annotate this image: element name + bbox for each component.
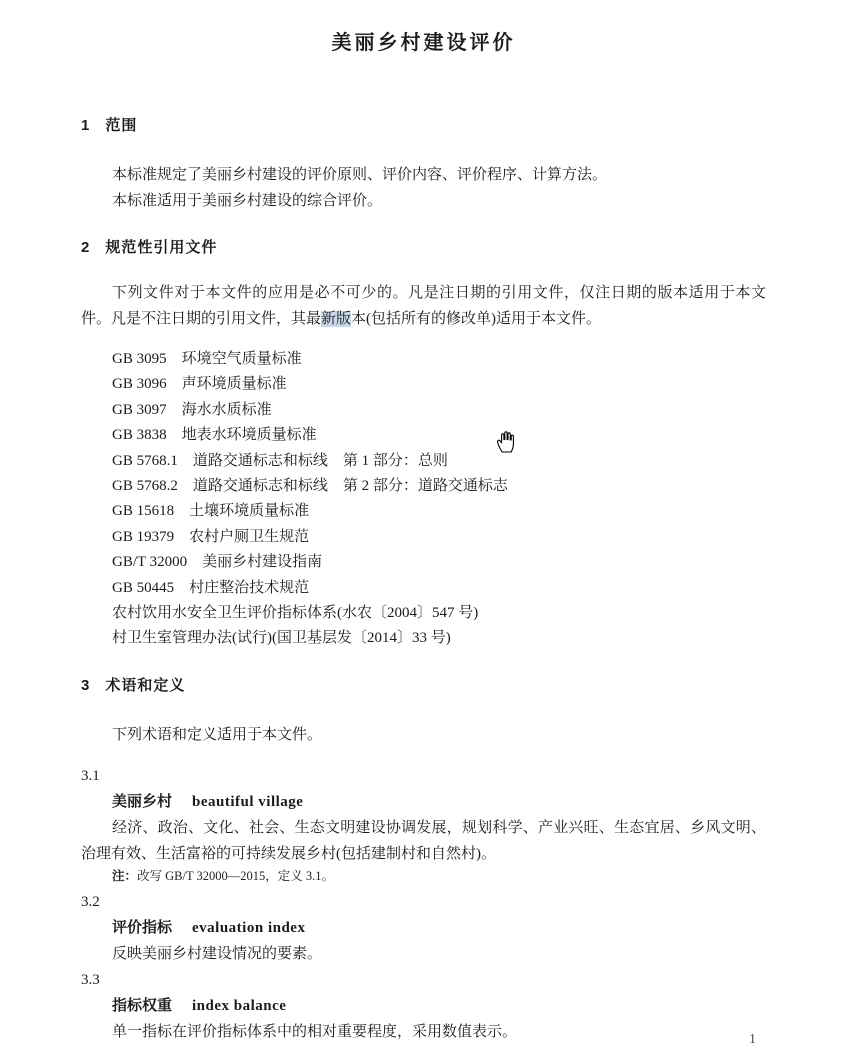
reference-item: GB 3096 声环境质量标准 — [112, 376, 287, 393]
term-3-1-definition: 经济、政治、文化、社会、生态文明建设协调发展，规划科学、产业兴旺、生态宜居、乡风文明、治理有效、生活富裕的可持续发展乡村(包括建制村和自然村)。 — [81, 819, 766, 862]
term-3-2-definition: 反映美丽乡村建设情况的要素。 — [112, 945, 323, 962]
term-3-1-note — [81, 867, 766, 885]
clause-label: 术语和定义 — [105, 676, 186, 694]
section-3-heading — [81, 676, 766, 696]
note-label: 注： — [112, 868, 138, 883]
hand-grab-cursor-icon — [494, 425, 518, 454]
term-zh-label: 评价指标 — [112, 918, 173, 936]
clause-label: 规范性引用文件 — [105, 239, 218, 256]
term-3-3-title — [81, 993, 766, 1019]
s3-intro-paragraph: 下列术语和定义适用于本文件。 — [112, 726, 323, 743]
term-3-3-number: 3.3 — [81, 971, 100, 988]
term-3-1-number: 3.1 — [81, 767, 100, 784]
term-en-label: beautiful village — [192, 793, 304, 810]
term-zh-label: 美丽乡村 — [112, 792, 173, 810]
section-2-heading — [81, 238, 766, 258]
note-text: 改写 GB/T 32000—2015，定义 3.1。 — [137, 868, 335, 883]
clause-number: 1 — [81, 117, 90, 134]
reference-item: GB 15618 土壤环境质量标准 — [112, 503, 310, 520]
section-1-heading — [81, 116, 766, 136]
term-en-label: evaluation index — [192, 919, 306, 936]
term-zh-label: 指标权重 — [112, 996, 173, 1014]
reference-item: GB 3838 地表水环境质量标准 — [112, 427, 317, 444]
reference-item: GB 19379 农村户厕卫生规范 — [112, 528, 310, 545]
s2-intro-pre: 下列文件对于本文件的应用是必不可少的。凡是注日期的引用文件，仅注日期的版本适用于本文件。凡是不注日期的引用文件，其最 — [81, 285, 766, 327]
page-number: 1 — [749, 1032, 756, 1047]
text-find-highlight: 新版 — [321, 311, 352, 327]
term-3-2-title — [81, 915, 766, 941]
s2-intro-paragraph — [81, 280, 766, 332]
term-3-3-definition: 单一指标在评价指标体系中的相对重要程度，采用数值表示。 — [112, 1023, 518, 1040]
term-en-label: index balance — [192, 997, 287, 1014]
s1-paragraph-1: 本标准规定了美丽乡村建设的评价原则、评价内容、评价程序、计算方法。 — [112, 167, 608, 183]
reference-item: GB 5768.1 道路交通标志和标线 第 1 部分：总则 — [112, 452, 448, 469]
reference-item: 村卫生室管理办法(试行)(国卫基层发〔2014〕33 号) — [112, 630, 451, 647]
clause-number: 3 — [81, 676, 90, 694]
s2-intro-post: 本(包括所有的修改单)适用于本文件。 — [351, 311, 602, 327]
reference-item: GB 5768.2 道路交通标志和标线 第 2 部分：道路交通标志 — [112, 478, 508, 495]
reference-item: GB 50445 村庄整治技术规范 — [112, 579, 310, 596]
reference-item: GB 3095 环境空气质量标准 — [112, 351, 302, 367]
clause-number: 2 — [81, 239, 90, 256]
reference-item: GB 3097 海水水质标准 — [112, 401, 272, 418]
clause-label: 范围 — [105, 117, 138, 134]
reference-item: GB/T 32000 美丽乡村建设指南 — [112, 554, 323, 571]
reference-item: 农村饮用水安全卫生评价指标体系(水农〔2004〕547 号) — [112, 605, 479, 622]
term-3-2-number: 3.2 — [81, 893, 100, 910]
document-title: 美丽乡村建设评价 — [331, 32, 516, 54]
references-list — [81, 347, 766, 652]
s1-paragraph-2: 本标准适用于美丽乡村建设的综合评价。 — [112, 193, 383, 209]
document-page — [0, 30, 846, 1062]
term-3-1-title — [81, 789, 766, 815]
